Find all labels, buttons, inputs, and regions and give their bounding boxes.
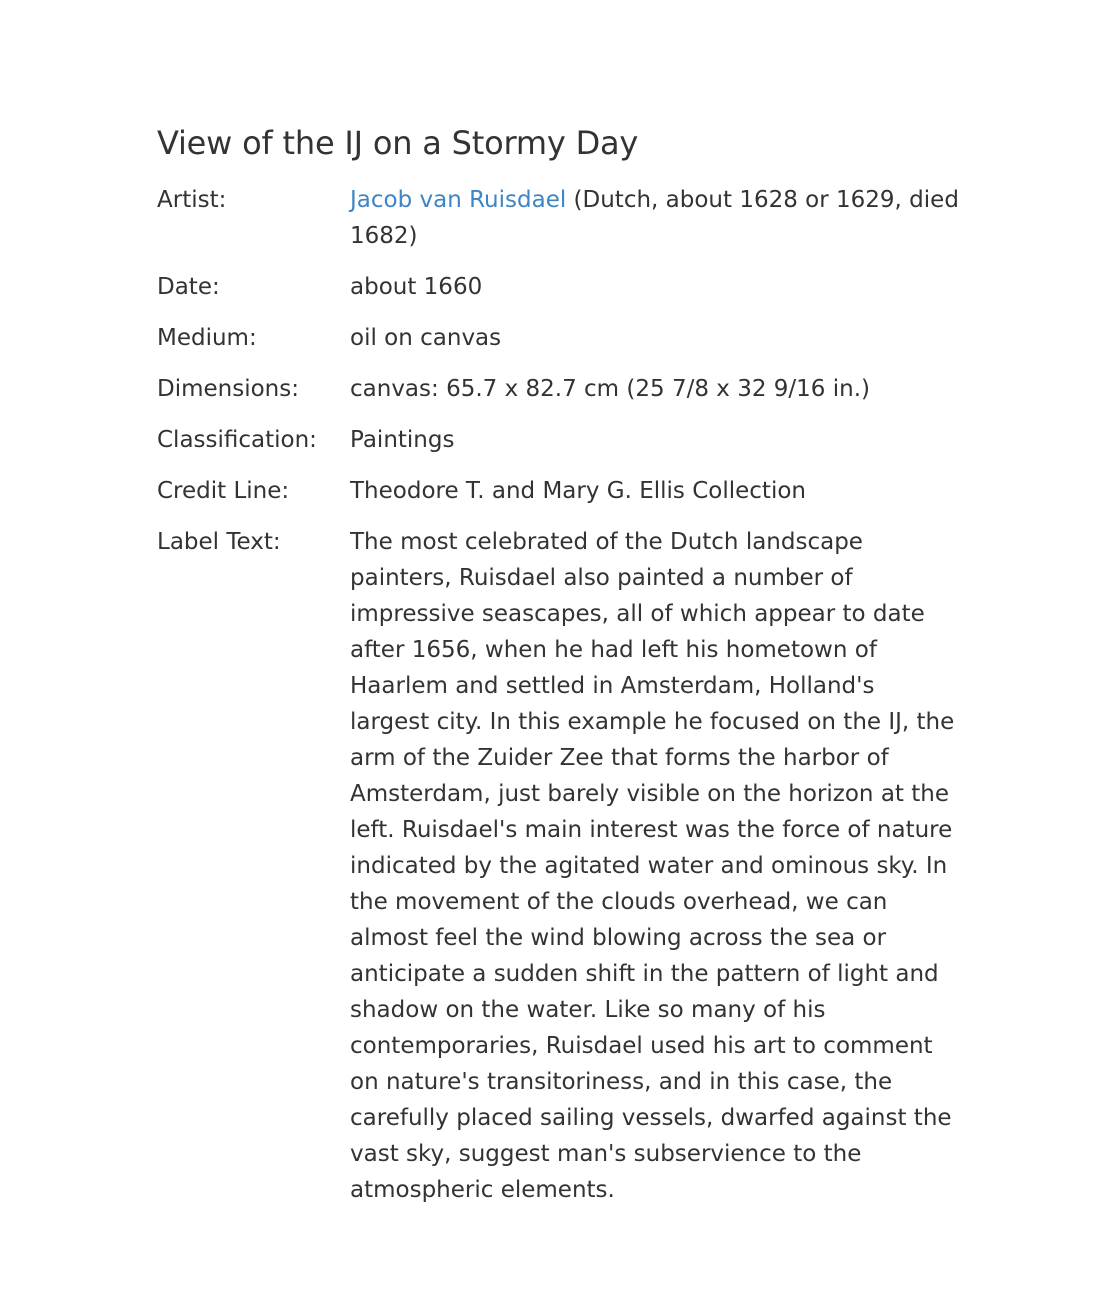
credit-line-row [157,473,957,509]
dimensions-row [157,371,957,407]
credit-line-label: Credit Line: [157,478,290,504]
artwork-title: View of the IJ on a Stormy Day [157,124,639,162]
artist-value [350,182,960,254]
artist-row [157,182,957,254]
artist-link[interactable]: Jacob van Ruisdael [350,187,567,213]
artist-label: Artist: [157,187,227,213]
classification-value: Paintings [350,427,455,453]
label-text-row [157,524,957,1208]
artist-details: (Dutch, about 1628 or 1629, died 1682) [350,187,959,249]
label-text-value: The most celebrated of the Dutch landscape painters, Ruisdael also painted a number of impressive seascapes, all of which appear to date after 1656, when he had left his hometown of Haarlem and settled in Amsterdam, Holland's largest city. In this example he focused on the IJ, the arm of the Zuider Zee that forms the harbor of Amsterdam, just barely visible on the horizon at the left. Ruisdael's main interest was the force of nature indicated by the agitated water and ominous sky. In the movement of the clouds overhead, we can almost feel the wind blowing across the sea or anticipate a sudden shift in the pattern of light and shadow on the water. Like so many of his contemporaries, Ruisdael used his art to comment on nature's transitoriness, and in this case, the carefully placed sailing vessels, dwarfed against the vast sky, suggest man's subservience to the atmospheric elements. [350,529,955,1203]
classification-label: Classification: [157,427,317,453]
medium-label: Medium: [157,325,257,351]
dimensions-value: canvas: 65.7 x 82.7 cm (25 7/8 x 32 9/16 in.) [350,376,870,402]
artwork-metadata [157,182,957,1208]
dimensions-label: Dimensions: [157,376,299,402]
date-label: Date: [157,274,220,300]
medium-value: oil on canvas [350,325,502,351]
medium-row [157,320,957,356]
date-row [157,269,957,305]
date-value: about 1660 [350,274,483,300]
classification-row [157,422,957,458]
credit-line-value: Theodore T. and Mary G. Ellis Collection [350,478,806,504]
label-text-label: Label Text: [157,529,281,555]
